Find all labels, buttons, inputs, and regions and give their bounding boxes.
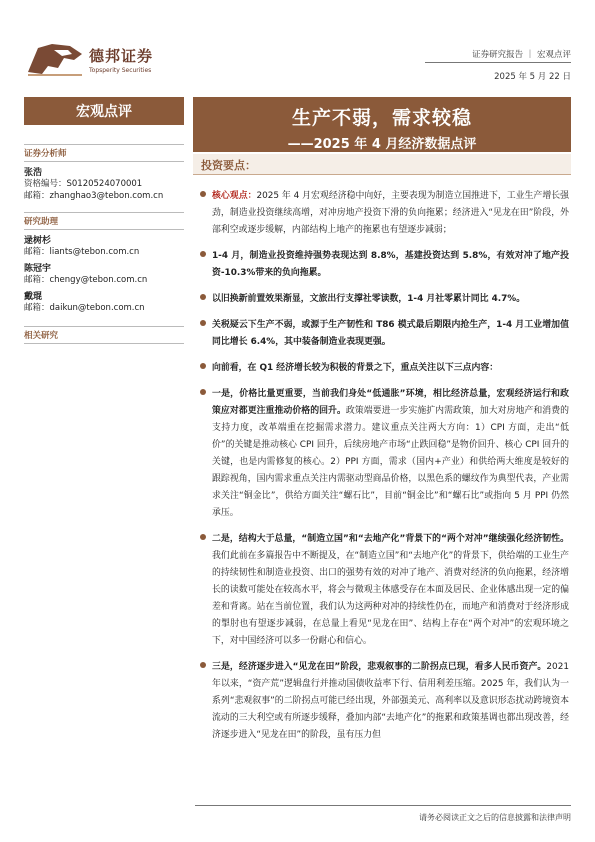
assistant-email[interactable]: 邮箱：liants@tebon.com.cn <box>24 247 140 257</box>
paragraph-point-three <box>200 659 569 744</box>
paragraph-lead: 一是，价格比量更重要，当前我们身处“低通胀”环境，相比经济总量，宏观经济运行和政策应对都更注重推动价格的回升。 <box>212 389 569 416</box>
report-date: 2025 年 5 月 22 日 <box>494 72 571 82</box>
key-points-bar <box>193 154 571 175</box>
paragraph-body: 2021 年以来，“资产荒”逻辑盘行并推动国债收益率下行、信用利差压缩。2025 年，我们认为一系列“悲观叙事”的二阶拐点可能已经出现，外部强美元、高利率以及意识形态扰动跨境资本流动的三大利空或有所逐步缓释，叠加内部“去地产化”的拖累和政策基调也都出现改善，经济逐步进入“见龙在田”的阶段，虽有压力但 <box>212 662 569 740</box>
bullet-icon <box>200 363 206 369</box>
sidebar <box>24 138 184 347</box>
category-title: 宏观点评 <box>24 97 184 125</box>
paragraph-point-one <box>200 386 569 522</box>
bullet-icon <box>200 662 206 668</box>
brand-name-en: Topsperity Securities <box>89 67 152 74</box>
bullet-icon <box>200 251 206 257</box>
paragraph-body: 以旧换新前置效果渐显，文旅出行支撑社零读数，1-4 月社零累计同比 4.7%。 <box>212 294 526 304</box>
analyst-section-label: 证券分析师 <box>24 144 184 162</box>
paragraph-point-two <box>200 531 569 650</box>
footer-divider <box>195 805 571 806</box>
analyst-name: 张浩 <box>24 168 43 178</box>
bullet-icon <box>200 534 206 540</box>
footer-disclaimer: 请务必阅读正文之后的信息披露和法律声明 <box>419 813 571 822</box>
brand-block <box>89 45 153 74</box>
paragraph-retail <box>200 291 569 308</box>
paragraph-body: 1-4 月，制造业投资维持强势表现达到 8.8%，基建投资达到 5.8%，有效对冲了地产投资-10.3%带来的负向拖累。 <box>212 251 569 278</box>
paragraph-body: 关税疑云下生产不弱，或源于生产韧性和 T86 模式最后期限内抢生产，1-4 月工业增加值同比增长 6.4%，其中装备制造业表现更强。 <box>212 320 569 347</box>
page-title: 生产不弱，需求较稳 <box>291 107 472 129</box>
key-points-label: 投资要点： <box>201 159 256 172</box>
assistant-name: 戴琨 <box>24 292 43 302</box>
paragraph-body: 向前看，在 Q1 经济增长较为积极的背景之下，重点关注以下三点内容： <box>212 363 499 373</box>
bullet-icon <box>200 191 206 197</box>
paragraph-lead: 二是，结构大于总量，“制造立国”和“去地产化”背景下的“两个对冲”继续强化经济韧性。 <box>212 534 569 544</box>
bullet-icon <box>200 389 206 395</box>
header-divider <box>425 62 571 63</box>
assistant-name: 逯树杉 <box>24 236 52 246</box>
company-logo-icon <box>24 38 86 78</box>
assistant-email[interactable]: 邮箱：chengy@tebon.com.cn <box>24 275 148 285</box>
assistant-email[interactable]: 邮箱：daikun@tebon.com.cn <box>24 303 145 313</box>
paragraph-production <box>200 317 569 351</box>
assistant-name: 陈冠宇 <box>24 264 52 274</box>
paragraph-body: 政策端要进一步实施扩内需政策，加大对房地产和消费的支持力度，改革端重在挖掘需求潜力。建议重点关注两大方向：1）CPI 方面，走出“低价”的关键是推动核心 CPI 回升，后续房地产市场“止跌回稳”是物价回升、核心 CPI 回升的关键，也是内需修复的核心。2）PPI 方面，需求（国内+产业）和供给两大维度是较好的跟踪视角，国内需求重点关注内需驱动型商品价格，以黑色系的螺纹作为典型代表，产业需求关注“铜金比”，供给方面关注“螺石比”，目前“铜金比”和“螺石比”或指向 5 月 PPI 仍然承压。 <box>212 406 569 518</box>
analyst-email[interactable]: 邮箱：zhanghao3@tebon.com.cn <box>24 191 164 201</box>
paragraph-body: 2025 年 4 月宏观经济稳中向好，主要表现为制造立国推进下，工业生产增长强劲，制造业投资继续高增，对冲房地产投资下滑的负向拖累；经济进入“见龙在田”阶段，外部利空或逐步缓解，内部结构上地产的拖累也有望逐步减弱； <box>212 191 569 235</box>
paragraph-core-view <box>200 188 569 239</box>
paragraph-investment <box>200 248 569 282</box>
related-research-label: 相关研究 <box>24 326 184 344</box>
brand-name-cn: 德邦证券 <box>89 47 154 65</box>
main-content <box>200 188 569 753</box>
bullet-icon <box>200 294 206 300</box>
title-banner <box>193 97 571 152</box>
bullet-icon <box>200 320 206 326</box>
report-type: 证券研究报告 ｜ 宏观点评 <box>472 50 571 60</box>
paragraph-lead: 三是，经济逐步进入“见龙在田”阶段，悲观叙事的二阶拐点已现，看多人民币资产。 <box>212 662 547 672</box>
paragraph-lead: 核心观点： <box>212 191 257 201</box>
analyst-cert: 资格编号：S0120524070001 <box>24 179 143 189</box>
assistant-section-label: 研究助理 <box>24 212 184 230</box>
page-subtitle: ——2025 年 4 月经济数据点评 <box>287 137 477 152</box>
paragraph-outlook <box>200 360 569 377</box>
paragraph-body: 我们此前在多篇报告中不断提及，在“制造立国”和“去地产化”的背景下，供给端的工业生产的持续韧性和制造业投资、出口的强势有效的对冲了地产、消费对经济的负向拖累，经济增长的读数可能处在较高水平，将会与微观主体感受存在本面及居民、企业体感出现一定的偏差和背离。站在当前位置，我们认为这两种对冲的持续性仍在，而地产和消费对于经济形成的掣肘也有望逐步减弱，在总量上看见“见龙在田”、结构上存在“两个对冲”的宏观环境之下，对中国经济可以多一份耐心和信心。 <box>212 551 569 646</box>
